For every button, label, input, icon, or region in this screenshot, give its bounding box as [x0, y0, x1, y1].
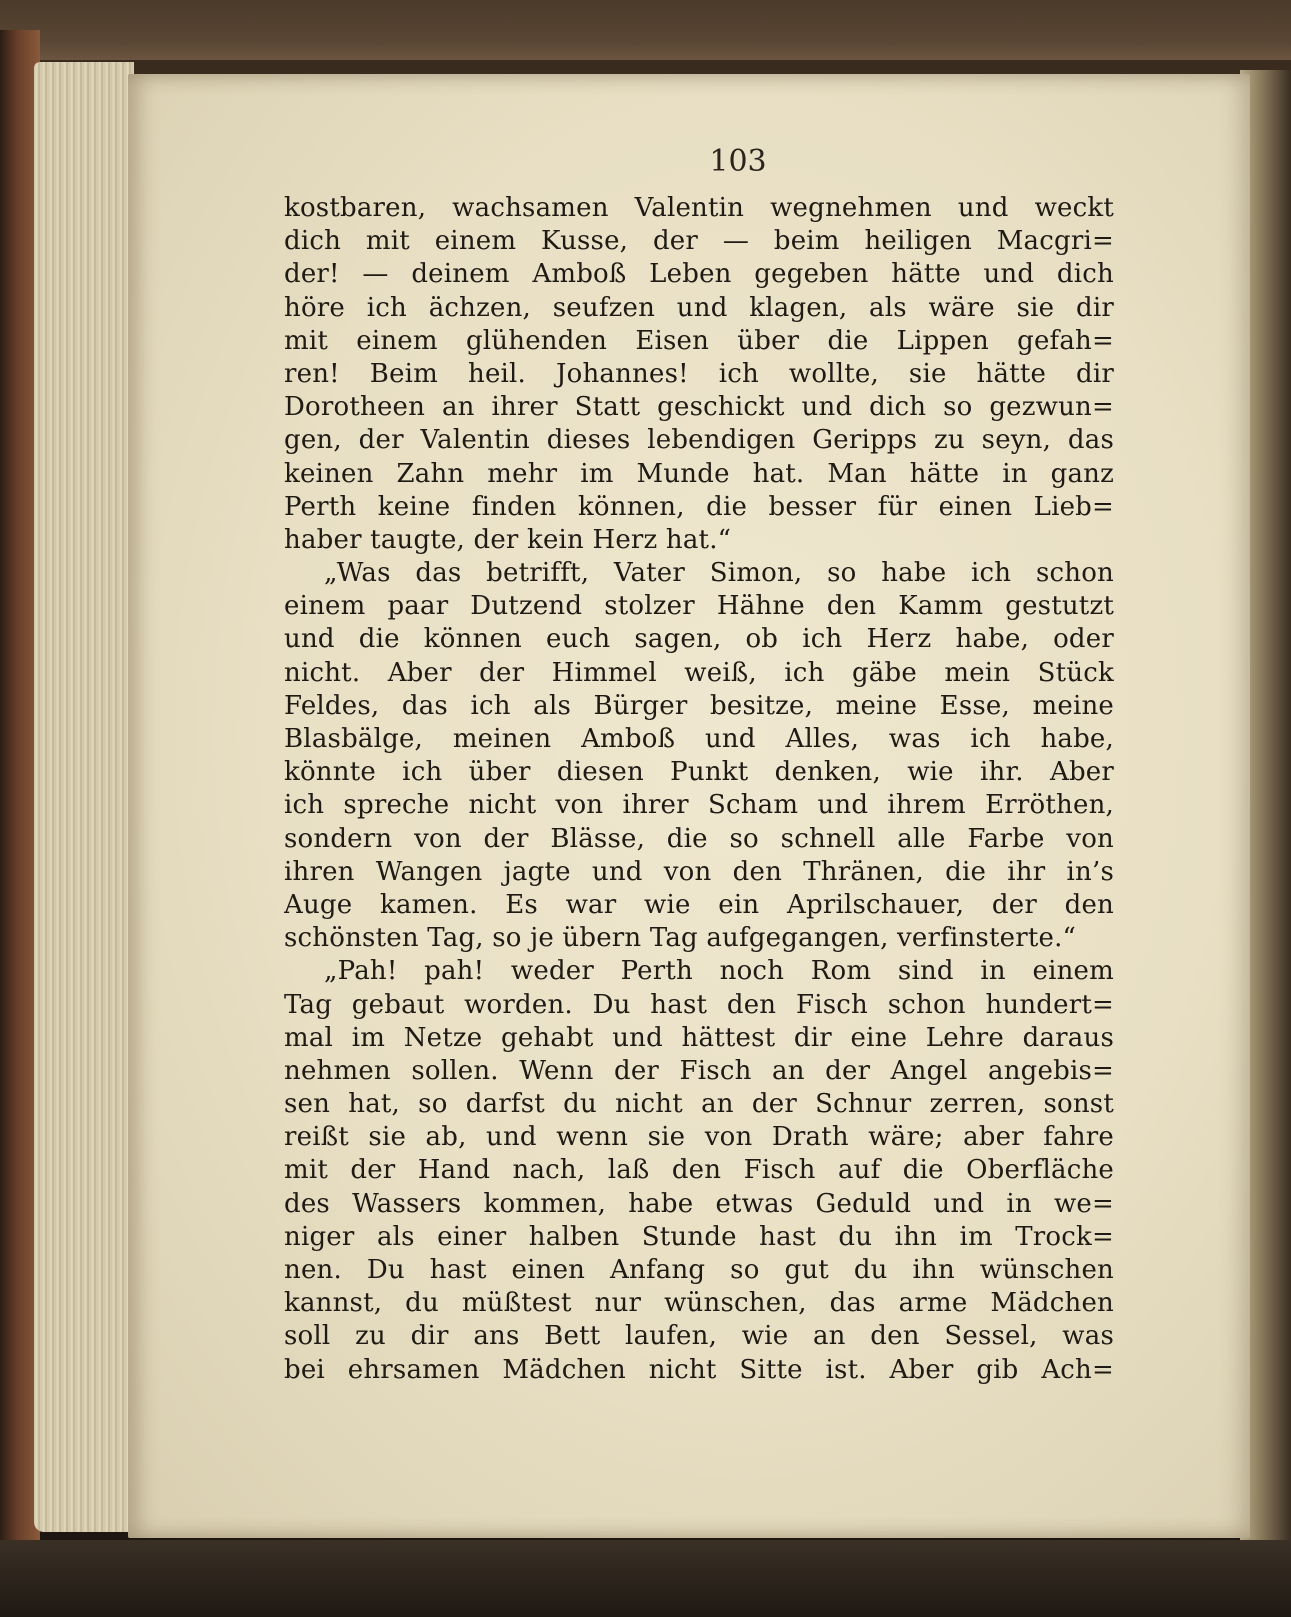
text-line: einem paar Dutzend stolzer Hähne den Kamm gestutzt [284, 591, 1114, 622]
text-line: sondern von der Blässe, die so schnell alle Farbe von [284, 823, 1114, 854]
text-line: „Was das betrifft, Vater Simon, so habe ich schon [324, 558, 1114, 589]
text-line: höre ich ächzen, seufzen und klagen, als wäre sie dir [284, 292, 1114, 323]
book-cover-bottom [0, 1540, 1291, 1617]
text-line: nen. Du hast einen Anfang so gut du ihn wünschen [284, 1255, 1114, 1285]
text-line: bei ehrsamen Mädchen nicht Sitte ist. Aber gib Ach= [284, 1354, 1114, 1385]
book-cover-top [0, 0, 1291, 60]
text-line: mal im Netze gehabt und hättest dir eine Lehre daraus [284, 1022, 1114, 1053]
page-leaves-edge [34, 62, 134, 1532]
text-line: Blasbälge, meinen Amboß und Alles, was ich habe, [284, 724, 1114, 754]
text-line: mit der Hand nach, laß den Fisch auf die Oberfläche [284, 1155, 1114, 1186]
page-number: 103 [709, 144, 767, 179]
text-line: haber taugte, der kein Herz hat.“ [284, 524, 732, 555]
text-line: Auge kamen. Es war wie ein Aprilschauer, der den [284, 889, 1114, 920]
text-line: nicht. Aber der Himmel weiß, ich gäbe mein Stück [284, 657, 1114, 688]
text-line: Dorotheen an ihrer Statt geschickt und dich so gezwun= [284, 392, 1114, 423]
text-line: Tag gebaut worden. Du hast den Fisch schon hundert= [284, 989, 1114, 1020]
text-line: gen, der Valentin dieses lebendigen Geripps zu seyn, das [284, 425, 1114, 456]
text-line: keinen Zahn mehr im Munde hat. Man hätte in ganz [284, 458, 1114, 489]
text-line: schönsten Tag, so je übern Tag aufgegangen, verfinsterte.“ [284, 923, 1077, 954]
text-line: könnte ich über diesen Punkt denken, wie ihr. Aber [284, 757, 1114, 788]
text-line: Feldes, das ich als Bürger besitze, meine Esse, meine [284, 690, 1114, 721]
text-line: Perth keine finden können, die besser für einen Lieb= [284, 491, 1114, 522]
text-line: kostbaren, wachsamen Valentin wegnehmen und weckt [284, 193, 1114, 223]
text-line: ihren Wangen jagte und von den Thränen, die ihr in’s [284, 856, 1114, 887]
book-page [128, 74, 1250, 1538]
text-line: ich spreche nicht von ihrer Scham und ihrem Erröthen, [284, 790, 1114, 821]
text-line: des Wassers kommen, habe etwas Geduld und in we= [284, 1188, 1114, 1219]
text-line: „Pah! pah! weder Perth noch Rom sind in einem [324, 956, 1114, 987]
text-line: niger als einer halben Stunde hast du ihn im Trock= [284, 1221, 1114, 1252]
text-line: und die können euch sagen, ob ich Herz habe, oder [284, 624, 1114, 655]
text-line: soll zu dir ans Bett laufen, wie an den Sessel, was [284, 1321, 1114, 1352]
text-line: ren! Beim heil. Johannes! ich wollte, sie hätte dir [284, 358, 1114, 389]
text-line: nehmen sollen. Wenn der Fisch an der Angel angebis= [284, 1055, 1114, 1086]
text-line: der! — deinem Amboß Leben gegeben hätte und dich [284, 259, 1114, 290]
text-line: reißt sie ab, und wenn sie von Drath wäre; aber fahre [284, 1122, 1114, 1153]
page-text [284, 192, 1114, 1387]
text-line: kannst, du müßtest nur wünschen, das arme Mädchen [284, 1288, 1114, 1319]
text-line: dich mit einem Kusse, der — beim heiligen Macgri= [284, 226, 1114, 257]
text-line: mit einem glühenden Eisen über die Lippen gefah= [284, 325, 1114, 356]
text-line: sen hat, so darfst du nicht an der Schnur zerren, sonst [284, 1089, 1114, 1120]
